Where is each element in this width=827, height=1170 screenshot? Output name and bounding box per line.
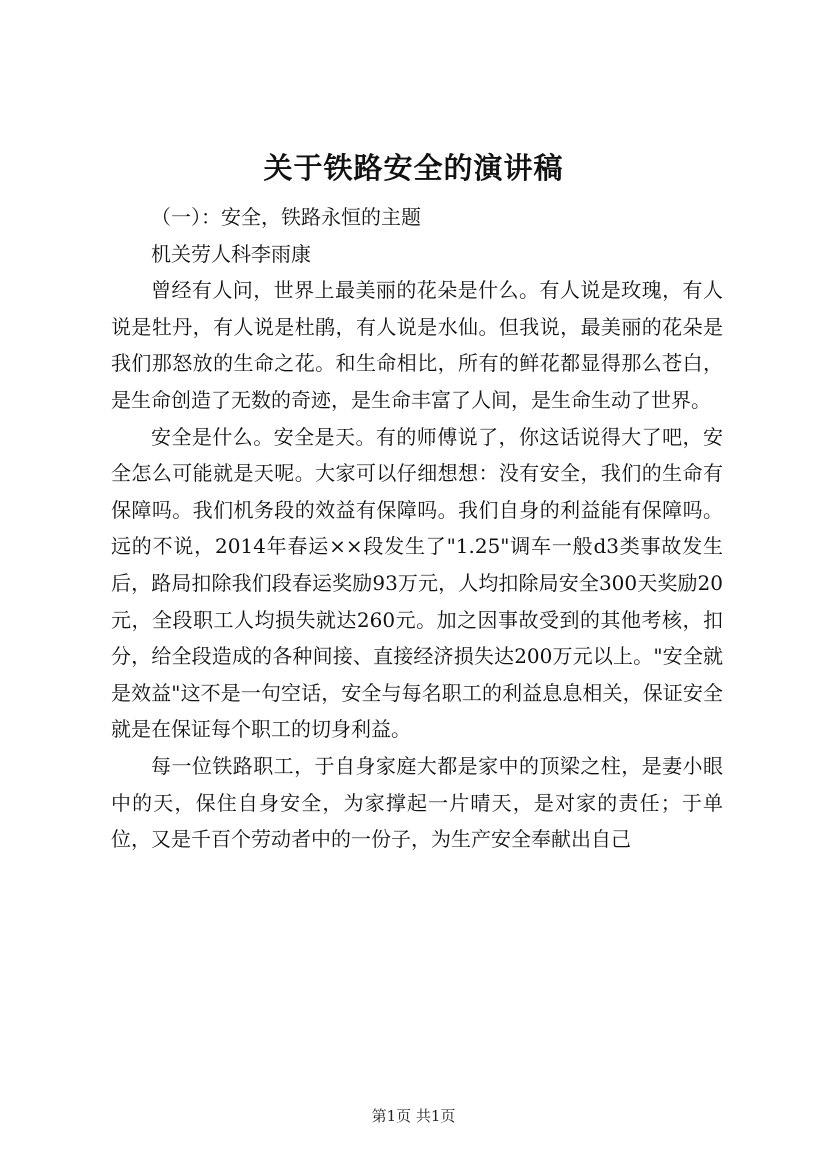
document-subtitle: （一）：安全，铁路永恒的主题 (151, 205, 421, 229)
document-body (111, 199, 723, 858)
document-title: 关于铁路安全的演讲稿 (263, 151, 564, 185)
paragraph: 每一位铁路职工，于自身家庭大都是家中的顶梁之柱，是妻小眼中的天，保住自身安全，为家撑起一片晴天，是对家的责任；于单位，又是千百个劳动者中的一份子，为生产安全奉献出自己 (111, 753, 723, 852)
paragraph: 曾经有人问，世界上最美丽的花朵是什么。有人说是玫瑰，有人说是牡丹，有人说是杜鹃，有人说是水仙。但我说，最美丽的花朵是我们那怒放的生命之花。和生命相比，所有的鲜花都显得那么苍白，是生命创造了无数的奇迹，是生命丰富了人间，是生命生动了世界。 (111, 278, 723, 412)
document-author: 机关劳人科李雨康 (151, 241, 311, 266)
paragraph: 安全是什么。安全是天。有的师傅说了，你这话说得大了吧，安全怎么可能就是天呢。大家可以仔细想想：没有安全，我们的生命有保障吗。我们机务段的效益有保障吗。我们自身的利益能有保障吗。远的不说，2014年春运××段发生了"1.25"调车一般d3类事故发生后，路局扣除我们段春运奖励93万元，人均扣除局安全300天奖励20元，全段职工人均损失就达260元。加之因事故受到的其他考核，扣分，给全段造成的各种间接、直接经济损失达200万元以上。"安全就是效益"这不是一句空话，安全与每名职工的利益息息相关，保证安全就是在保证每个职工的切身利益。 (111, 424, 723, 742)
page-footer: 第1页 共1页 (371, 1107, 456, 1125)
